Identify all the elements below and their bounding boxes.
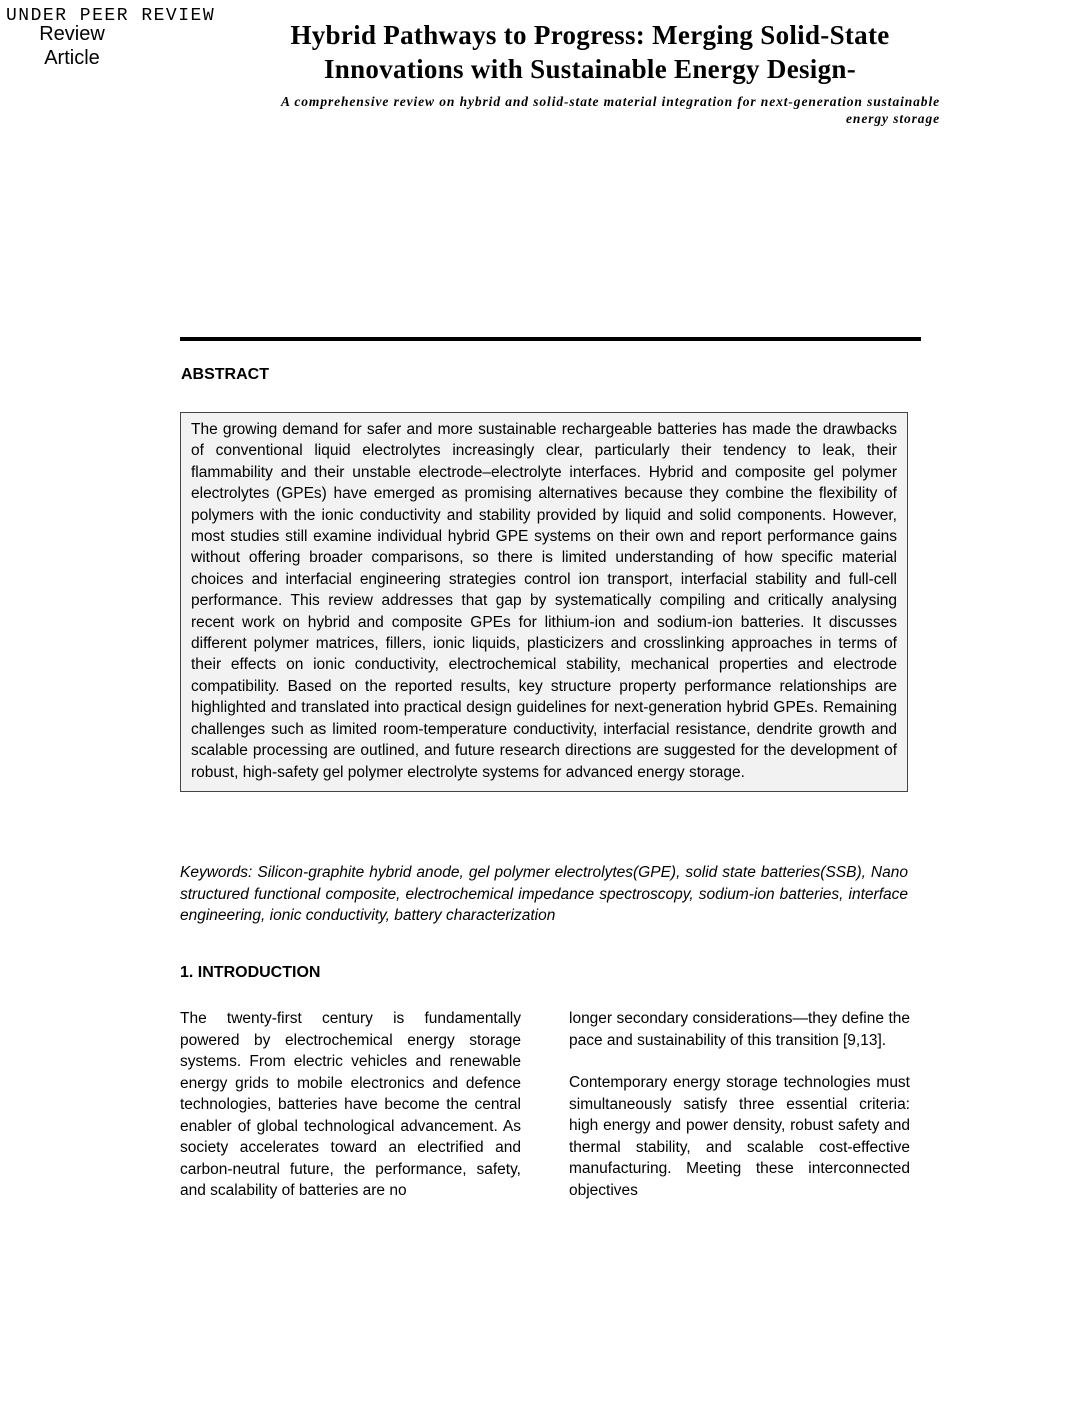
paper-title: Hybrid Pathways to Progress: Merging Solid-State Innovations with Sustainable Energy Design- (290, 20, 890, 84)
divider-rule (180, 337, 921, 341)
keywords-block (180, 862, 908, 927)
abstract-box: The growing demand for safer and more sustainable rechargeable batteries has made the drawbacks of conventional liquid electrolytes increasingly clear, particularly their tendency to leak, their flammability and their unstable electrode–electrolyte interfaces. Hybrid and composite gel polymer electrolytes (GPEs) have emerged as promising alternatives because they combine the flexibility of polymers with the ionic conductivity and stability provided by liquid and solid components. However, most studies still examine individual hybrid GPE systems on their own and report performance gains without offering broader comparisons, so there is limited understanding of how specific material choices and interfacial engineering strategies control ion transport, interfacial stability and full-cell performance. This review addresses that gap by systematically compiling and critically analysing recent work on hybrid and composite GPEs for lithium-ion and sodium-ion batteries. It discusses different polymer matrices, fillers, ionic liquids, plasticizers and crosslinking approaches in terms of their effects on ionic conductivity, electrochemical stability, mechanical properties and electrode compatibility. Based on the reported results, key structure property performance relationships are highlighted and translated into practical design guidelines for next-generation hybrid GPEs. Remaining challenges such as limited room-temperature conductivity, interfacial resistance, dendrite growth and scalable processing are outlined, and future research directions are suggested for the development of robust, high-safety gel polymer electrolyte systems for advanced energy storage. (180, 412, 908, 792)
intro-right-column (569, 1008, 910, 1223)
peer-review-banner: UNDER PEER REVIEW (6, 6, 216, 26)
abstract-heading: ABSTRACT (181, 366, 269, 383)
introduction-columns (180, 1008, 910, 1223)
article-type-line2: Article (44, 47, 100, 69)
intro-paragraph: The twenty-first century is fundamentally powered by electrochemical energy storage systems. From electric vehicles and renewable energy grids to mobile electronics and defence technologies, batteries have become the central enabler of global technological advancement. As society accelerates toward an electrified and carbon-neutral future, the performance, safety, and scalability of batteries are no (180, 1010, 521, 1199)
paper-subtitle: A comprehensive review on hybrid and solid-state material integration for next-generation sustainable energy storage (280, 94, 940, 126)
intro-left-column (180, 1008, 521, 1223)
title-block (240, 18, 940, 127)
intro-paragraph: longer secondary considerations—they define the pace and sustainability of this transition [9,13]. (569, 1010, 910, 1049)
intro-paragraph: Contemporary energy storage technologies must simultaneously satisfy three essential criteria: high energy and power density, robust safety and thermal stability, and scalable cost-effective manufacturing. Meeting these interconnected objectives (569, 1074, 910, 1199)
article-type-line1: Review (39, 23, 105, 45)
keywords-label: Keywords: (180, 864, 253, 881)
introduction-heading: 1. INTRODUCTION (180, 964, 321, 981)
article-type-label (30, 22, 114, 70)
keywords-text: Silicon-graphite hybrid anode, gel polymer electrolytes(GPE), solid state batteries(SSB), Nano structured functional composite, electrochemical impedance spectroscopy, sodium-ion batteries, interface engineering, ionic conductivity, battery characterization (180, 864, 908, 924)
